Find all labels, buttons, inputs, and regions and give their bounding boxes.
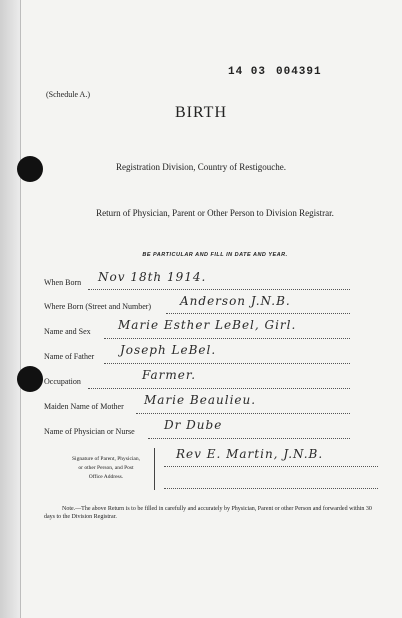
physician-label: Name of Physician or Nurse	[44, 427, 135, 436]
footnote-text: —The above Return is to be filled in carefully and accurately by Physician, Parent or other Person and forwarded within 30 days to the Division Registrar.	[44, 506, 372, 520]
mother-value: Marie Beaulieu.	[144, 393, 257, 407]
instruction-line: BE PARTICULAR AND FILL IN DATE AND YEAR.	[142, 252, 288, 258]
binding-edge	[0, 0, 21, 618]
signature-value: Rev E. Martin, J.N.B.	[176, 447, 324, 461]
name-sex-label: Name and Sex	[44, 327, 91, 336]
footnote	[44, 505, 378, 521]
signature-label	[60, 455, 152, 482]
where-born-label: Where Born (Street and Number)	[44, 302, 152, 311]
father-label: Name of Father	[44, 352, 95, 361]
name-sex-line	[104, 338, 350, 339]
father-line	[104, 363, 350, 364]
signature-label-line-2: or other Person, and Post	[78, 465, 134, 471]
signature-label-line-3: Office Address.	[88, 474, 124, 480]
signature-label-line-1: Signature of Parent, Physician,	[72, 456, 140, 462]
where-born-line	[166, 313, 350, 314]
serial-prefix: 14 03	[228, 66, 267, 78]
mother-label: Maiden Name of Mother	[44, 402, 124, 411]
division-line: Registration Division, Country of Restigouche.	[116, 162, 286, 172]
when-born-value: Nov 18th 1914.	[98, 270, 207, 284]
signature-line-1	[164, 466, 378, 467]
mother-line	[136, 413, 350, 414]
punch-hole-lower	[17, 366, 43, 392]
signature-divider	[154, 448, 155, 490]
schedule-label: (Schedule A.)	[46, 90, 90, 99]
occupation-value: Farmer.	[142, 368, 197, 382]
father-value: Joseph LeBel.	[120, 343, 217, 357]
when-born-line	[88, 289, 350, 290]
signature-line-2	[164, 488, 378, 489]
when-born-label: When Born	[44, 278, 82, 287]
physician-value: Dr Dube	[164, 418, 223, 432]
physician-line	[148, 438, 350, 439]
return-line: Return of Physician, Parent or Other Person to Division Registrar.	[96, 208, 334, 218]
where-born-value: Anderson J.N.B.	[180, 294, 291, 308]
occupation-line	[88, 388, 350, 389]
occupation-label: Occupation	[44, 377, 81, 386]
name-sex-value: Marie Esther LeBel, Girl.	[118, 318, 297, 332]
footnote-lead: Note.	[62, 506, 76, 512]
page-title: BIRTH	[174, 104, 228, 121]
serial-number: 004391	[276, 66, 322, 78]
